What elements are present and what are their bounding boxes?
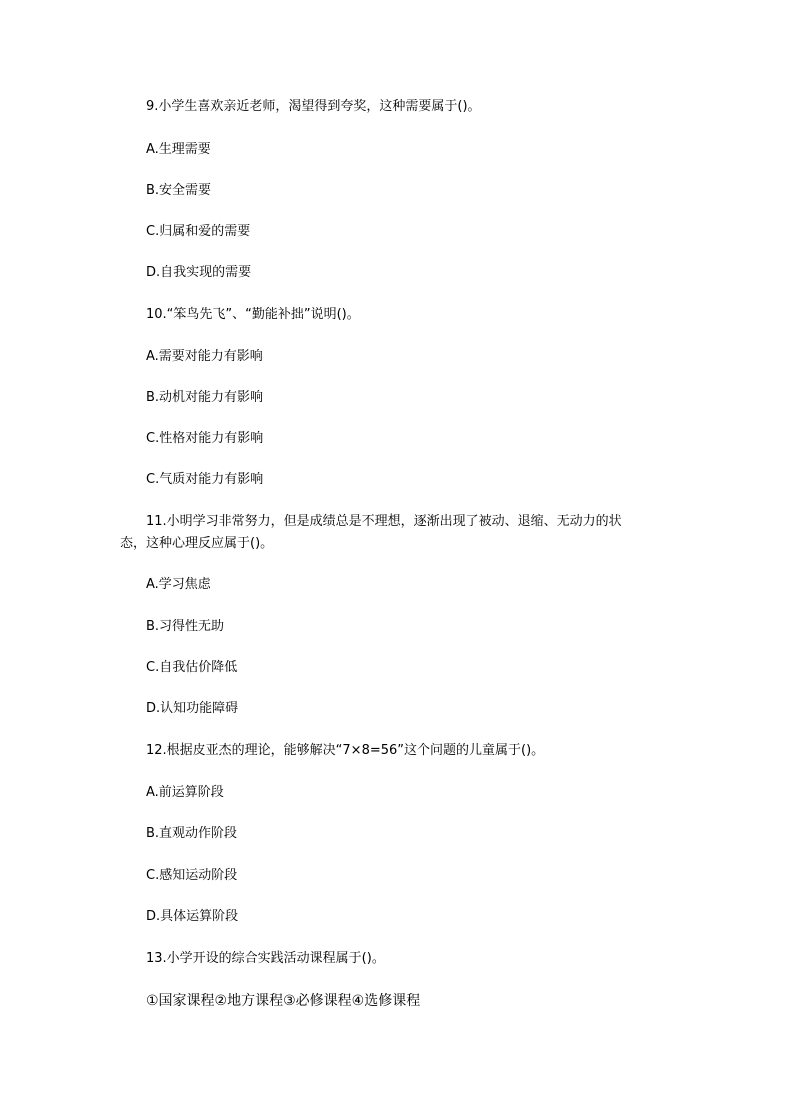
question-12-option-d: D.具体运算阶段	[146, 909, 239, 924]
question-12-stem: 12.根据皮亚杰的理论，能够解决“7×8=56”这个问题的儿童属于()。	[146, 743, 545, 758]
question-9-option-c: C.归属和爱的需要	[146, 224, 251, 239]
question-12-option-b: B.直观动作阶段	[146, 826, 238, 841]
question-10-option-c: C.性格对能力有影响	[146, 431, 264, 446]
question-10-stem: 10.“笨鸟先飞”、“勤能补拙”说明()。	[146, 307, 360, 322]
question-13-stem: 13.小学开设的综合实践活动课程属于()。	[146, 951, 385, 966]
question-11-option-c: C.自我估价降低	[146, 660, 238, 675]
question-9-stem: 9.小学生喜欢亲近老师，渴望得到夸奖，这种需要属于()。	[146, 99, 481, 114]
question-11-option-b: B.习得性无助	[146, 619, 225, 634]
question-10-option-a: A.需要对能力有影响	[146, 349, 263, 364]
question-10-option-b: B.动机对能力有影响	[146, 390, 264, 405]
question-11-option-a: A.学习焦虑	[146, 577, 211, 592]
question-13-options: ①国家课程②地方课程③必修课程④选修课程	[146, 993, 421, 1009]
question-10-option-d: C.气质对能力有影响	[146, 472, 264, 487]
question-11-stem-line1: 11.小明学习非常努力，但是成绩总是不理想，逐渐出现了被动、退缩、无动力的状	[146, 514, 622, 529]
question-9-option-a: A.生理需要	[146, 142, 211, 157]
question-12-option-a: A.前运算阶段	[146, 785, 224, 800]
question-11-stem-line2: 态，这种心理反应属于()。	[120, 536, 274, 551]
question-12-option-c: C.感知运动阶段	[146, 868, 238, 883]
question-11-option-d: D.认知功能障碍	[146, 701, 239, 716]
question-9-option-d: D.自我实现的需要	[146, 265, 252, 280]
question-9-option-b: B.安全需要	[146, 183, 212, 198]
